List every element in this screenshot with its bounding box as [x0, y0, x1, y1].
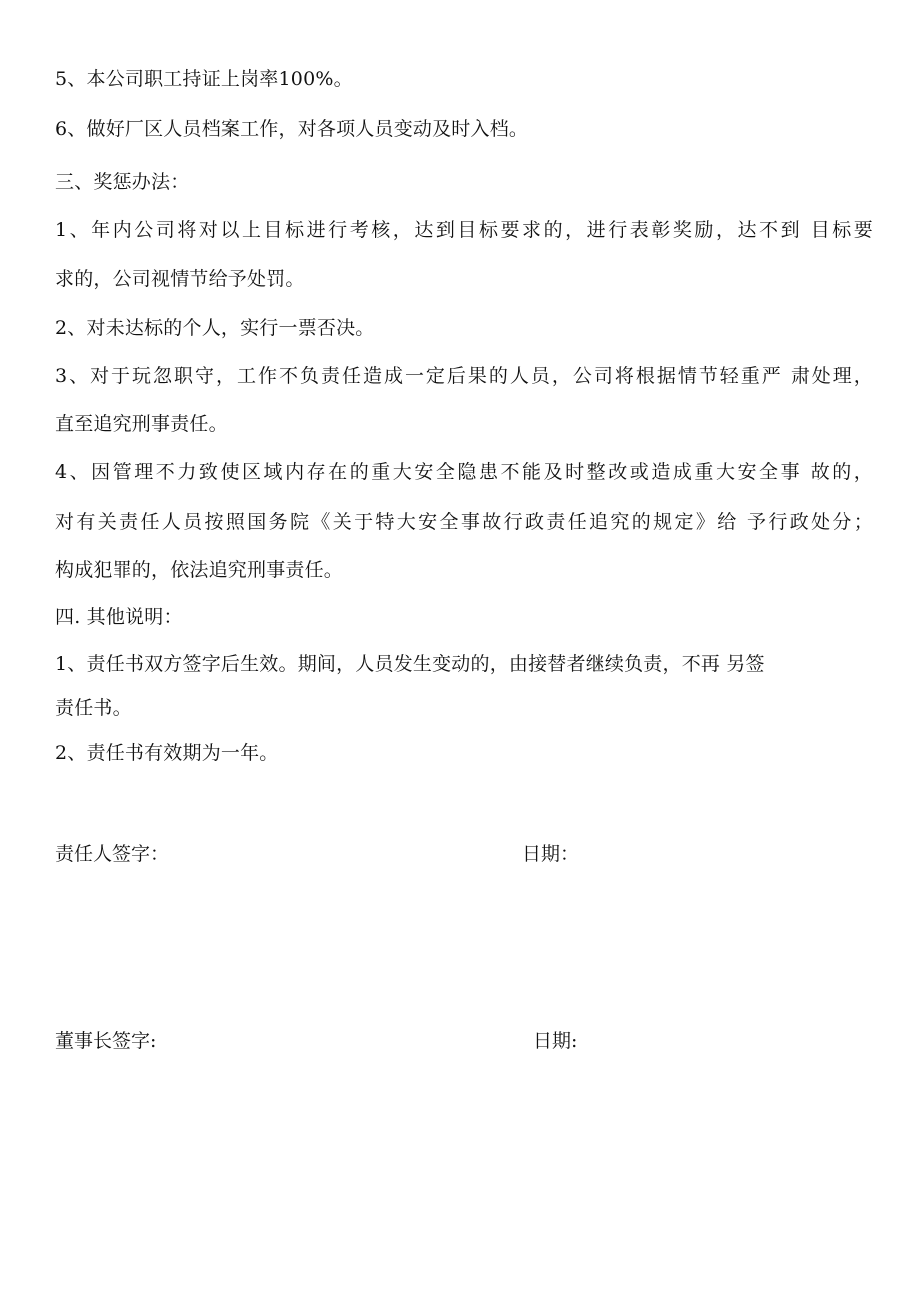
- reward-item-1-line-2: 求的，公司视情节给予处罚。: [55, 268, 305, 290]
- reward-item-3-line-1: 3、对于玩忽职守，工作不负责任造成一定后果的人员，公司将根据情节轻重严 肃处理，: [55, 365, 873, 387]
- chairman-signature-label: 董事长签字:: [55, 1030, 157, 1052]
- chairman-date-label: 日期:: [533, 1030, 578, 1052]
- reward-item-4-line-3: 构成犯罪的，依法追究刑事责任。: [55, 559, 344, 581]
- responsible-person-signature-label: 责任人签字：: [55, 843, 170, 865]
- section-other-notes-heading: 四. 其他说明：: [55, 606, 183, 628]
- reward-item-2: 2、对未达标的个人，实行一票否决。: [55, 317, 375, 339]
- note-item-1-line-2: 责任书。: [55, 697, 132, 719]
- note-item-1-line-1: 1、责任书双方签字后生效。期间，人员发生变动的，由接替者继续负责，不再 另签: [55, 653, 765, 675]
- reward-item-4-line-1: 4、因管理不力致使区域内存在的重大安全隐患不能及时整改或造成重大安全事 故的，: [55, 461, 873, 483]
- note-item-2: 2、责任书有效期为一年。: [55, 742, 279, 764]
- item-6-personnel-archive: 6、做好厂区人员档案工作，对各项人员变动及时入档。: [55, 118, 529, 140]
- responsible-date-label: 日期：: [522, 843, 580, 865]
- reward-item-1-line-1: 1、年内公司将对以上目标进行考核，达到目标要求的，进行表彰奖励，达不到 目标要: [55, 219, 873, 241]
- reward-item-4-line-2: 对有关责任人员按照国务院《关于特大安全事故行政责任追究的规定》给 予行政处分；: [55, 511, 873, 533]
- item-5-certification-rate: 5、本公司职工持证上岗率100%。: [55, 68, 353, 90]
- section-rewards-penalties-heading: 三、奖惩办法：: [55, 171, 190, 193]
- reward-item-3-line-2: 直至追究刑事责任。: [55, 413, 228, 435]
